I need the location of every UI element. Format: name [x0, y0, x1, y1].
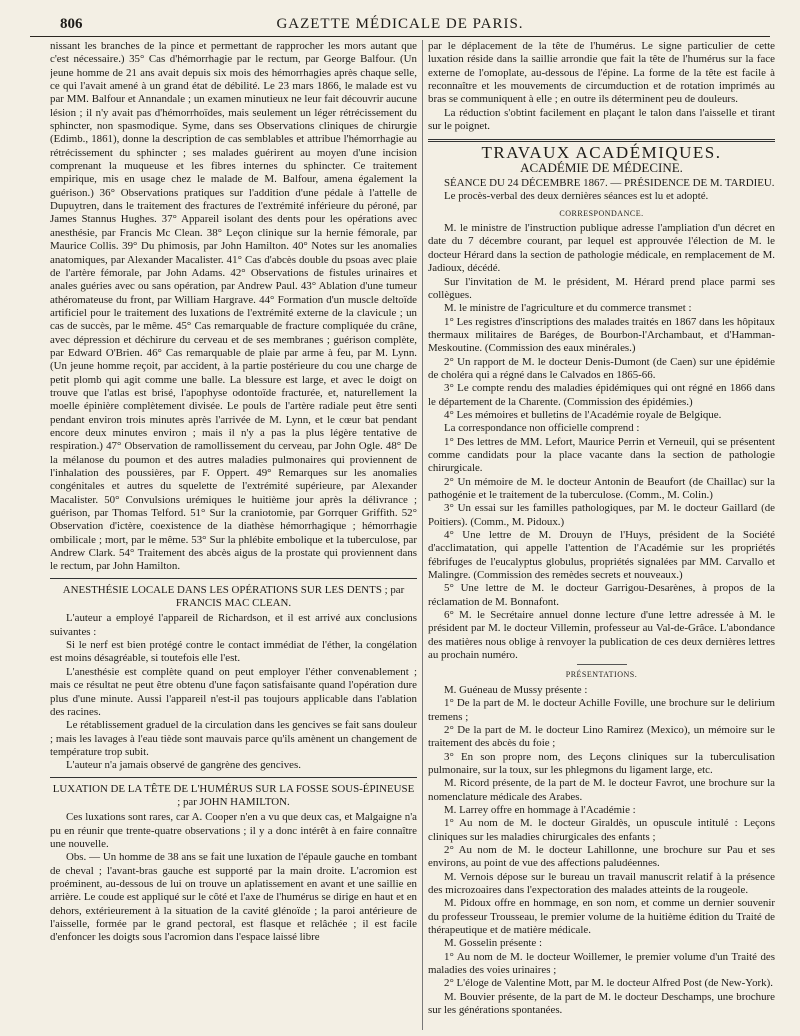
paragraph: La réduction s'obtint facilement en plaçant le talon dans l'aisselle et tirant sur le poignet. — [428, 106, 775, 133]
paragraph: Si le nerf est bien protégé contre le contact immédiat de l'éther, la congélation est moins désagréable, si toutefois elle l'est. — [50, 639, 417, 665]
paragraph: Ces luxations sont rares, car A. Cooper n'en a vu que deux cas, et Malgaigne n'a pu en réunir que trente-quatre observations ; il y a donc intérêt à en faire connaître une nouvelle. — [50, 811, 417, 850]
article-title-anesthesia: ANESTHÉSIE LOCALE DANS LES OPÉRATIONS SUR LES DENTS ; par FRANCIS MAC CLEAN. — [62, 583, 405, 610]
paragraph: L'auteur a employé l'appareil de Richardson, et il est arrivé aux conclusions suivantes : — [50, 612, 417, 638]
paragraph: M. Gosselin présente : — [444, 937, 542, 950]
paragraph: 2° Un rapport de M. le docteur Denis-Dumont (de Caen) sur une épidémie de choléra qui a régné dans le Calvados en 1865-66. — [428, 355, 775, 381]
section-rule — [50, 777, 417, 778]
paragraph: M. Vernois dépose sur le bureau un travail manuscrit relatif à la présence des microzoaires dans l'expectoration des malades atteints de la rougeole. — [428, 870, 775, 896]
paragraph: 2° Un mémoire de M. le docteur Antonin de Beaufort (de Chaillac) sur la pathogénie et le traitement de la tuberculose. (Comm., M. Colin.) — [428, 475, 775, 501]
paragraph: L'anesthésie est complète quand on peut employer l'éther convenablement ; mais ce résultat ne peut être obtenu d'une façon satisfaisante quand l'opération dure plus d'une minute. Aussi l'appareil n'est-il pas toujours applicable dans l'ablation des racines. — [50, 665, 417, 718]
paragraph: 3° Le compte rendu des maladies épidémiques qui ont régné en 1866 dans le département de la Charente. (Commission des épidémies.) — [428, 382, 775, 408]
paragraph: 2° Au nom de M. le docteur Lahillonne, une brochure sur Pau et ses environs, au point de vue des affections paludéennes. — [428, 843, 775, 870]
paragraph: 1° Des lettres de MM. Lefort, Maurice Perrin et Verneuil, qui se présentent comme candidats pour la place vacante dans la section de pathologie chirurgicale. — [428, 435, 775, 475]
paragraph: Le rétablissement graduel de la circulation dans les gencives se fait sans douleur ; mais les lavages à l'eau tiède sont mauvais parce qu'ils amènent un changement de température trop subit. — [50, 719, 417, 758]
paragraph: 1° Au nom de M. le docteur Woillemer, le premier volume d'un Traité des maladies des voies urinaires ; — [428, 950, 775, 977]
column-divider — [422, 40, 423, 1030]
short-rule — [577, 664, 627, 665]
subheading-presentations: PRÉSENTATIONS. — [565, 670, 638, 680]
section-title: TRAVAUX ACADÉMIQUES. — [481, 143, 722, 163]
paragraph: par le déplacement de la tête de l'humérus. Le signe particulier de cette luxation réside dans la saillie arrondie que fait la tête de l'humérus sur la face externe de l'omoplate, au-dessous de l'épine. La forme de la tête est facile à reconnaître et les mouvements de circumduction et de rotation imprimés au bras se communiquent à elle ; en outre ils déterminent peu de douleurs. — [428, 40, 775, 106]
paragraph: M. Larrey offre en hommage à l'Académie : — [444, 803, 636, 816]
paragraph: M. Bouvier présente, de la part de M. le docteur Deschamps, une brochure sur les générations spontanées. — [428, 990, 775, 1017]
paragraph: 4° Une lettre de M. Drouyn de l'Huys, président de la Société d'acclimatation, qui appelle l'attention de l'Académie sur les propriétés fébrifuges de l'eucalyptus globulus, propriétés signalées par MM. Carvallo et Malingre. (Commission des remèdes secrets et nouveaux.) — [428, 529, 775, 582]
left-column — [50, 40, 417, 1030]
paragraph: La correspondance non officielle comprend : — [444, 422, 640, 435]
paragraph: 4° Les mémoires et bulletins de l'Académie royale de Belgique. — [444, 408, 722, 421]
paragraph: 1° Les registres d'inscriptions des malades traités en 1867 dans les hôpitaux thermaux militaires de Baréges, de Bourbon-l'Archambaut, et d'Hamman-Meskoutine. (Commission des eaux minérales.) — [428, 315, 775, 355]
paragraph: 1° Au nom de M. le docteur Giraldès, un opuscule intitulé : Leçons cliniques sur les maladies chirurgicales des enfants ; — [428, 817, 775, 843]
paragraph: 1° De la part de M. le docteur Achille Foville, une brochure sur le delirium tremens ; — [428, 697, 775, 723]
paragraph: M. Guéneau de Mussy présente : — [444, 683, 588, 696]
right-column — [428, 40, 775, 1030]
page-header — [30, 16, 770, 37]
paragraph: M. le ministre de l'instruction publique adresse l'ampliation d'un décret en date du 7 décembre courant, par lequel est approuvée l'élection de M. le docteur Hérard dans la section de pathologie médicale, en remplacement de M. Jadioux, décédé. — [428, 222, 775, 275]
paragraph: 5° Une lettre de M. le docteur Garrigou-Desarènes, à propos de la réclamation de M. Bonnafont. — [428, 582, 775, 608]
paragraph: Le procès-verbal des deux dernières séances est lu et adopté. — [444, 190, 709, 203]
paragraph: M. le ministre de l'agriculture et du commerce transmet : — [444, 302, 692, 315]
subheading-correspondance: CORRESPONDANCE. — [559, 208, 644, 218]
paragraph: Sur l'invitation de M. le président, M. Hérard prend place parmi ses collègues. — [428, 275, 775, 301]
section-rule — [50, 578, 417, 579]
paragraph: 6° M. le Secrétaire annuel donne lecture d'une lettre adressée à M. le président par M. le docteur Villemin, professeur au Val-de-Grâce. L'abondance des matières nous oblige à renvoyer la publication de ces deux dernières lettres au prochain numéro. — [428, 609, 775, 662]
paragraph: 2° L'éloge de Valentine Mott, par M. le docteur Alfred Post (de New-York). — [444, 977, 773, 990]
section-double-rule — [428, 139, 775, 142]
article-list-paragraph: nissant les branches de la pince et permettant de rapprocher les mors autant que c'est nécessaire.) 35° Cas d'hémorrhagie par le rectum, par George Balfour. (Un jeune homme de 21 ans avait depuis six mois des hémorrhagies après chaque selle, ce qui l'avait amené à un grand état de débilité. Le 23 mars 1866, le malade est vu par MM. Balfour et Annandale ; un examen minutieux ne leur fait découvrir aucune lésion ; il n'y avait pas d'hémorrhoïdes, mais seulement un léger rétrécissement du sphincter, non spasmodique. Syme, dans ses Observations cliniques de chirurgie (Edimb., 1861), donne la description de cas semblables et attribue l'hémorrhagie au rétrécissement du sphincter ; ses malades guérirent au moyen d'une incision comprenant la muqueuse et les fibres internes du sphincter. Ce traitement empirique, mis en usage chez le malade de M. Balfour, amena également la guérison.) 36° Observations pratiques sur l'addition d'une pédale à l'attelle de Dupuytren, dans le traitement des fractures de l'extrémité inférieure du péroné, par James Stannus Hughes. 37° Appareil isolant des dents pour les opérations avec anesthésie, par Francis Mc Clean. 38° Leçon clinique sur la hernie fémorale, par Maurice Collis. 39° Du phimosis, par John Hamilton. 40° Notes sur les anomalies anatomiques, par Alexander Macalister. 41° Cas d'abcès double du psoas avec plaie de l'artère fémorale, par John Adams. 42° Observations de fistules urinaires et anales guéries avec ou sans opération, par Andrew Paul. 43° Ablation d'une tumeur athéromateuse du front, par William Hargrave. 44° Formation d'un muscle deltoïde artificiel pour le traitement des luxations de l'extrémité externe de la clavicule ; un cas de succès, par le même. 45° Cas remarquable de fracture compliquée du crâne, avec dépression et déchirure du cerveau et de ses membranes ; guérison complète, par Edward O'Brien. 46° Cas remarquable de plaie par arme à feu, par M. Lynn. (Un jeune homme reçoit, par accident, à la partie postérieure du cou une charge de petit plomb qui agit comme une balle. La blessure est large, et avec le doigt on trouve que l'atlas est brisé, l'apophyse odontoïde fracturée, et, naturellement la moelle épinière complètement divisée. Le pouls de l'artère radiale peut être senti pendant environ trois minutes après l'arrivée de M. Lynn, et le cœur bat pendant encore deux minutes environ ; mais il n'y a pas la plus légère tentative de respiration.) 47° Observation de ramollissement du cerveau, par John Ogle. 48° De la mélanose du poumon et des autres maladies pulmonaires qui proviennent de l'inhalation des poussières, par F. Oppert. 49° Remarques sur les anomalies congénitales et autres du squelette de l'extrémité supérieure, par Alexander Macalister. 50° Convulsions urémiques le huitième jour après la délivrance ; guérison, par Thomas Telford. 51° Sur la craniotomie, par Gorrquer Griffith. 52° Observation d'ictère, coexistence de la diathèse hémorrhagique ; hémorrhagie ombilicale ; mort, par le même. 53° Sur la phlébite embolique et la tuberculose, par Andrew Clark. 54° Traitement des abcès aigus de la prostate qui proviennent dans le rectum, par John Hamilton. — [50, 40, 417, 573]
paragraph: 3° Un essai sur les familles pathologiques, par M. le docteur Gaillard (de Poitiers). (Comm., M. Pidoux.) — [428, 502, 775, 528]
paragraph: M. Pidoux offre en hommage, en son nom, et comme un dernier souvenir du professeur Trousseau, le premier volume de la huitième édition du Traité de thérapeutique et de matière médicale. — [428, 897, 775, 936]
journal-title: GAZETTE MÉDICALE DE PARIS. — [276, 16, 524, 32]
article-title-luxation: LUXATION DE LA TÊTE DE L'HUMÉRUS SUR LA FOSSE SOUS-ÉPINEUSE ; par JOHN HAMILTON. — [52, 782, 415, 808]
academy-title: ACADÉMIE DE MÉDECINE. — [520, 159, 683, 175]
session-heading: SÉANCE DU 24 DÉCEMBRE 1867. — PRÉSIDENCE DE M. TARDIEU. — [444, 177, 775, 190]
paragraph: M. Ricord présente, de la part de M. le docteur Favrot, une brochure sur la nomenclature médicale des Arabes. — [428, 777, 775, 803]
page-number: 806 — [60, 16, 83, 32]
paragraph: 2° De la part de M. le docteur Lino Ramirez (Mexico), un mémoire sur le traitement des abcès du foie ; — [428, 723, 775, 750]
paragraph: L'auteur n'a jamais observé de gangrène des gencives. — [66, 759, 301, 772]
paragraph: Obs. — Un homme de 38 ans se fait une luxation de l'épaule gauche en tombant de cheval ; l'avant-bras gauche est supporté par la main droite. L'acromion est proéminent, au-dessous de lui on trouve un aplatissement en avant et une saillie en arrière. Le coude est appliqué sur le côté et l'axe de l'humérus se dirige en haut et en dehors, extérieurement à la situation de la cavité glénoïde ; la paroi antérieure de l'aisselle, formée par le grand pectoral, est flasque et relâchée ; il est facile d'enfoncer les doigts sous l'acromion dans l'espace laissé libre — [50, 851, 417, 944]
paragraph: 3° En son propre nom, des Leçons cliniques sur la tuberculisation pulmonaire, sur la toux, sur les phlegmons du ligament large, etc. — [428, 750, 775, 776]
